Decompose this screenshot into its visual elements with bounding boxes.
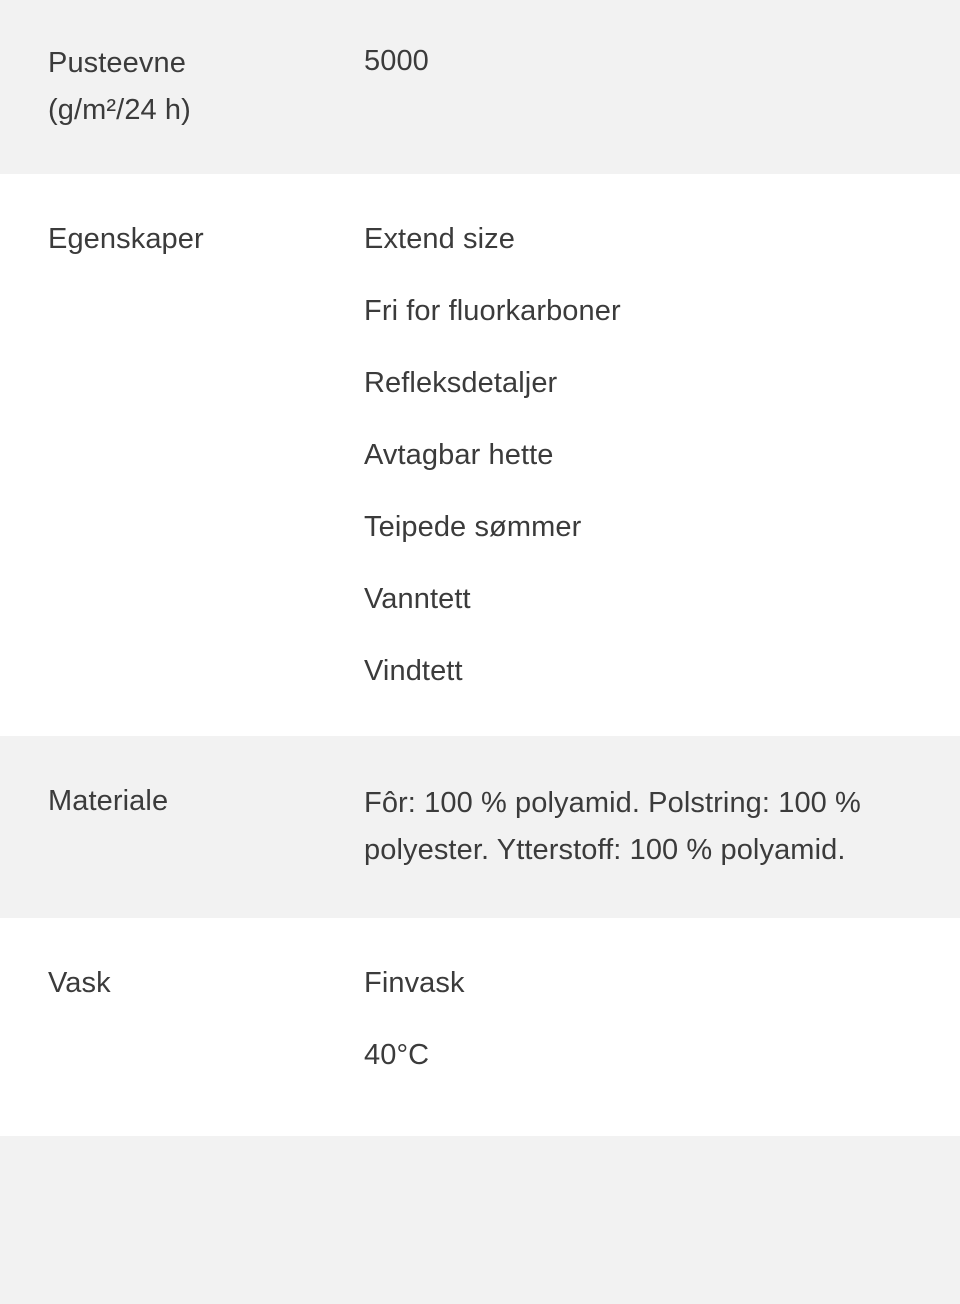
spec-value-item: Vindtett bbox=[364, 655, 463, 688]
spec-value-item: Teipede sømmer bbox=[364, 511, 582, 544]
spec-row-label bbox=[48, 40, 364, 134]
spec-row-label-line: (g/m²/24 h) bbox=[48, 93, 191, 126]
spec-value-item: Avtagbar hette bbox=[364, 439, 554, 472]
spec-row-value bbox=[364, 40, 912, 134]
spec-value-item: Finvask bbox=[364, 967, 465, 1000]
spec-value-item: Fôr: 100 % polyamid. Polstring: 100 % polyester. Ytterstoff: 100 % polyamid. bbox=[364, 787, 861, 867]
spec-value-item: 40°C bbox=[364, 1039, 430, 1072]
spec-row bbox=[0, 174, 960, 736]
spec-row-label-line: Materiale bbox=[48, 785, 169, 818]
spec-row bbox=[0, 918, 960, 1136]
spec-row bbox=[0, 736, 960, 918]
spec-row bbox=[0, 0, 960, 174]
spec-row-value bbox=[364, 962, 912, 1076]
spec-row-label-line: Vask bbox=[48, 967, 111, 1000]
spec-row-label bbox=[48, 962, 364, 1076]
spec-value-item: Vanntett bbox=[364, 583, 471, 616]
spec-row-label bbox=[48, 218, 364, 692]
spec-row-label-line: Pusteevne bbox=[48, 47, 186, 79]
spec-value-item: Refleksdetaljer bbox=[364, 367, 558, 400]
spec-value-item: 5000 bbox=[364, 45, 429, 77]
spec-value-item: Extend size bbox=[364, 222, 516, 255]
spec-row-value bbox=[364, 218, 912, 692]
spec-value-item: Fri for fluorkarboner bbox=[364, 294, 621, 327]
spec-row-label-line: Egenskaper bbox=[48, 222, 204, 255]
spec-row-value bbox=[364, 780, 912, 874]
spec-row-label bbox=[48, 780, 364, 874]
